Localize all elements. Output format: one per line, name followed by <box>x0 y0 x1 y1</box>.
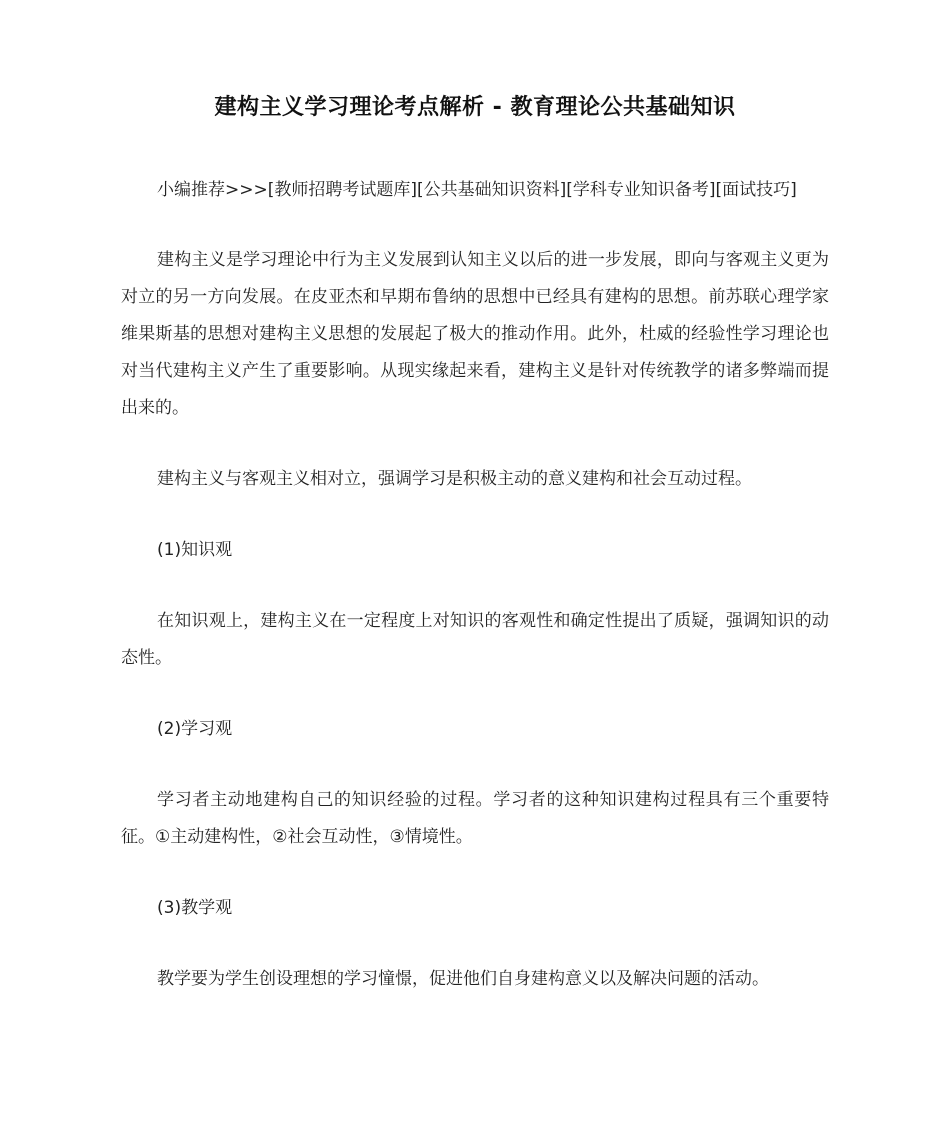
recommend-line <box>121 172 829 209</box>
intro-paragraph: 建构主义是学习理论中行为主义发展到认知主义以后的进一步发展，即向与客观主义更为对立的另一方向发展。在皮亚杰和早期布鲁纳的思想中已经具有建构的思想。前苏联心理学家维果斯基的思想对建构主义思想的发展起了极大的推动作用。此外，杜威的经验性学习理论也对当代建构主义产生了重要影响。从现实缘起来看，建构主义是针对传统教学的诸多弊端而提出来的。 <box>121 250 829 418</box>
link-public-knowledge[interactable]: [公共基础知识资料] <box>417 180 567 200</box>
knowledge-heading: (1)知识观 <box>157 540 233 560</box>
link-exam-question-bank[interactable]: [教师招聘考试题库] <box>267 180 417 200</box>
link-subject-knowledge[interactable]: [学科专业知识备考] <box>566 180 716 200</box>
learning-heading: (2)学习观 <box>157 719 233 739</box>
learning-paragraph: 学习者主动地建构自己的知识经验的过程。学习者的这种知识建构过程具有三个重要特征。①主动建构性，②社会互动性，③情境性。 <box>121 790 829 847</box>
knowledge-paragraph: 在知识观上，建构主义在一定程度上对知识的客观性和确定性提出了质疑，强调知识的动态性。 <box>121 611 829 668</box>
teaching-paragraph: 教学要为学生创设理想的学习憧憬，促进他们自身建构意义以及解决问题的活动。 <box>157 969 769 989</box>
recommend-prefix: 小编推荐>>> <box>157 180 268 200</box>
summary-paragraph: 建构主义与客观主义相对立，强调学习是积极主动的意义建构和社会互动过程。 <box>157 469 752 489</box>
page-title: 建构主义学习理论考点解析 - 教育理论公共基础知识 <box>214 95 736 120</box>
teaching-heading: (3)教学观 <box>157 898 233 918</box>
link-interview-tips[interactable]: [面试技巧] <box>715 180 797 200</box>
